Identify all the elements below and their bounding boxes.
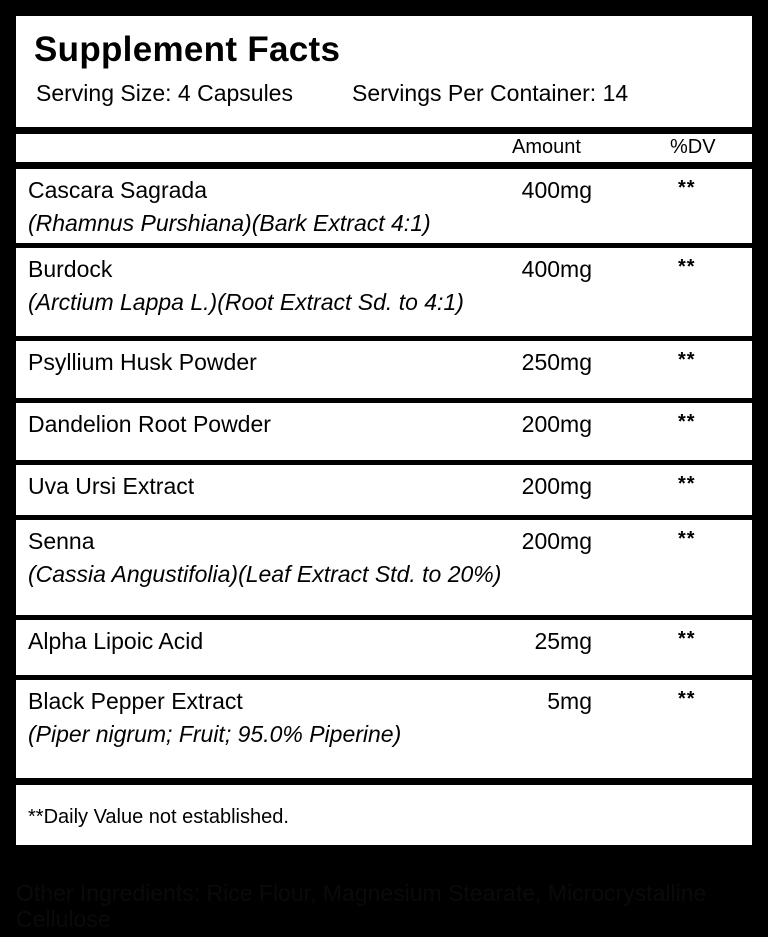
ingredient-detail: (Rhamnus Purshiana)(Bark Extract 4:1)	[28, 210, 431, 236]
ingredient-dv: **	[678, 688, 696, 710]
ingredient-row-dandelion-root-powder	[16, 403, 752, 460]
ingredient-row-senna	[16, 520, 752, 615]
ingredient-dv: **	[678, 528, 696, 550]
amount-column-header: Amount	[512, 136, 581, 158]
ingredient-name: Black Pepper Extract	[28, 688, 243, 714]
serving-size: Serving Size: 4 Capsules	[36, 80, 293, 106]
ingredient-name: Cascara Sagrada	[28, 177, 207, 203]
ingredient-row-cascara-sagrada	[16, 169, 752, 243]
ingredient-row-black-pepper-extract	[16, 680, 752, 778]
ingredient-name: Burdock	[28, 256, 113, 282]
ingredient-detail: (Piper nigrum; Fruit; 95.0% Piperine)	[28, 721, 402, 747]
ingredient-amount: 400mg	[521, 256, 592, 282]
servings-per-container: Servings Per Container: 14	[352, 80, 629, 106]
ingredient-detail: (Cassia Angustifolia)(Leaf Extract Std. to 20%)	[28, 561, 502, 587]
panel-title: Supplement Facts	[34, 30, 341, 69]
ingredient-dv: **	[678, 256, 696, 278]
ingredient-dv: **	[678, 473, 696, 495]
ingredient-name: Dandelion Root Powder	[28, 411, 271, 437]
footnote-box	[16, 785, 752, 845]
ingredient-name: Alpha Lipoic Acid	[28, 628, 204, 654]
dv-column-header: %DV	[670, 136, 716, 158]
ingredient-row-psyllium-husk-powder	[16, 341, 752, 398]
ingredient-dv: **	[678, 411, 696, 433]
ingredient-row-alpha-lipoic-acid	[16, 620, 752, 675]
ingredient-dv: **	[678, 349, 696, 371]
column-header-row	[16, 134, 752, 162]
ingredient-amount: 400mg	[521, 177, 592, 203]
ingredient-name: Uva Ursi Extract	[28, 473, 195, 499]
ingredient-dv: **	[678, 628, 696, 650]
supplement-facts-header	[16, 16, 752, 127]
ingredient-row-burdock	[16, 248, 752, 336]
ingredient-amount: 200mg	[521, 473, 592, 499]
daily-value-footnote: **Daily Value not established.	[28, 806, 289, 828]
ingredient-name: Psyllium Husk Powder	[28, 349, 257, 375]
ingredient-dv: **	[678, 177, 696, 199]
ingredient-amount: 5mg	[547, 688, 592, 714]
ingredient-name: Senna	[28, 528, 95, 554]
ingredient-row-uva-ursi-extract	[16, 465, 752, 515]
ingredient-amount: 200mg	[521, 528, 592, 554]
ingredient-detail: (Arctium Lappa L.)(Root Extract Sd. to 4:1)	[28, 289, 464, 315]
ingredient-amount: 25mg	[534, 628, 592, 654]
ingredient-amount: 250mg	[521, 349, 592, 375]
ingredient-amount: 200mg	[521, 411, 592, 437]
other-ingredients: Other Ingredients: Rice Flour, Magnesium Stearate, Microcrystalline Cellulose	[16, 880, 707, 932]
